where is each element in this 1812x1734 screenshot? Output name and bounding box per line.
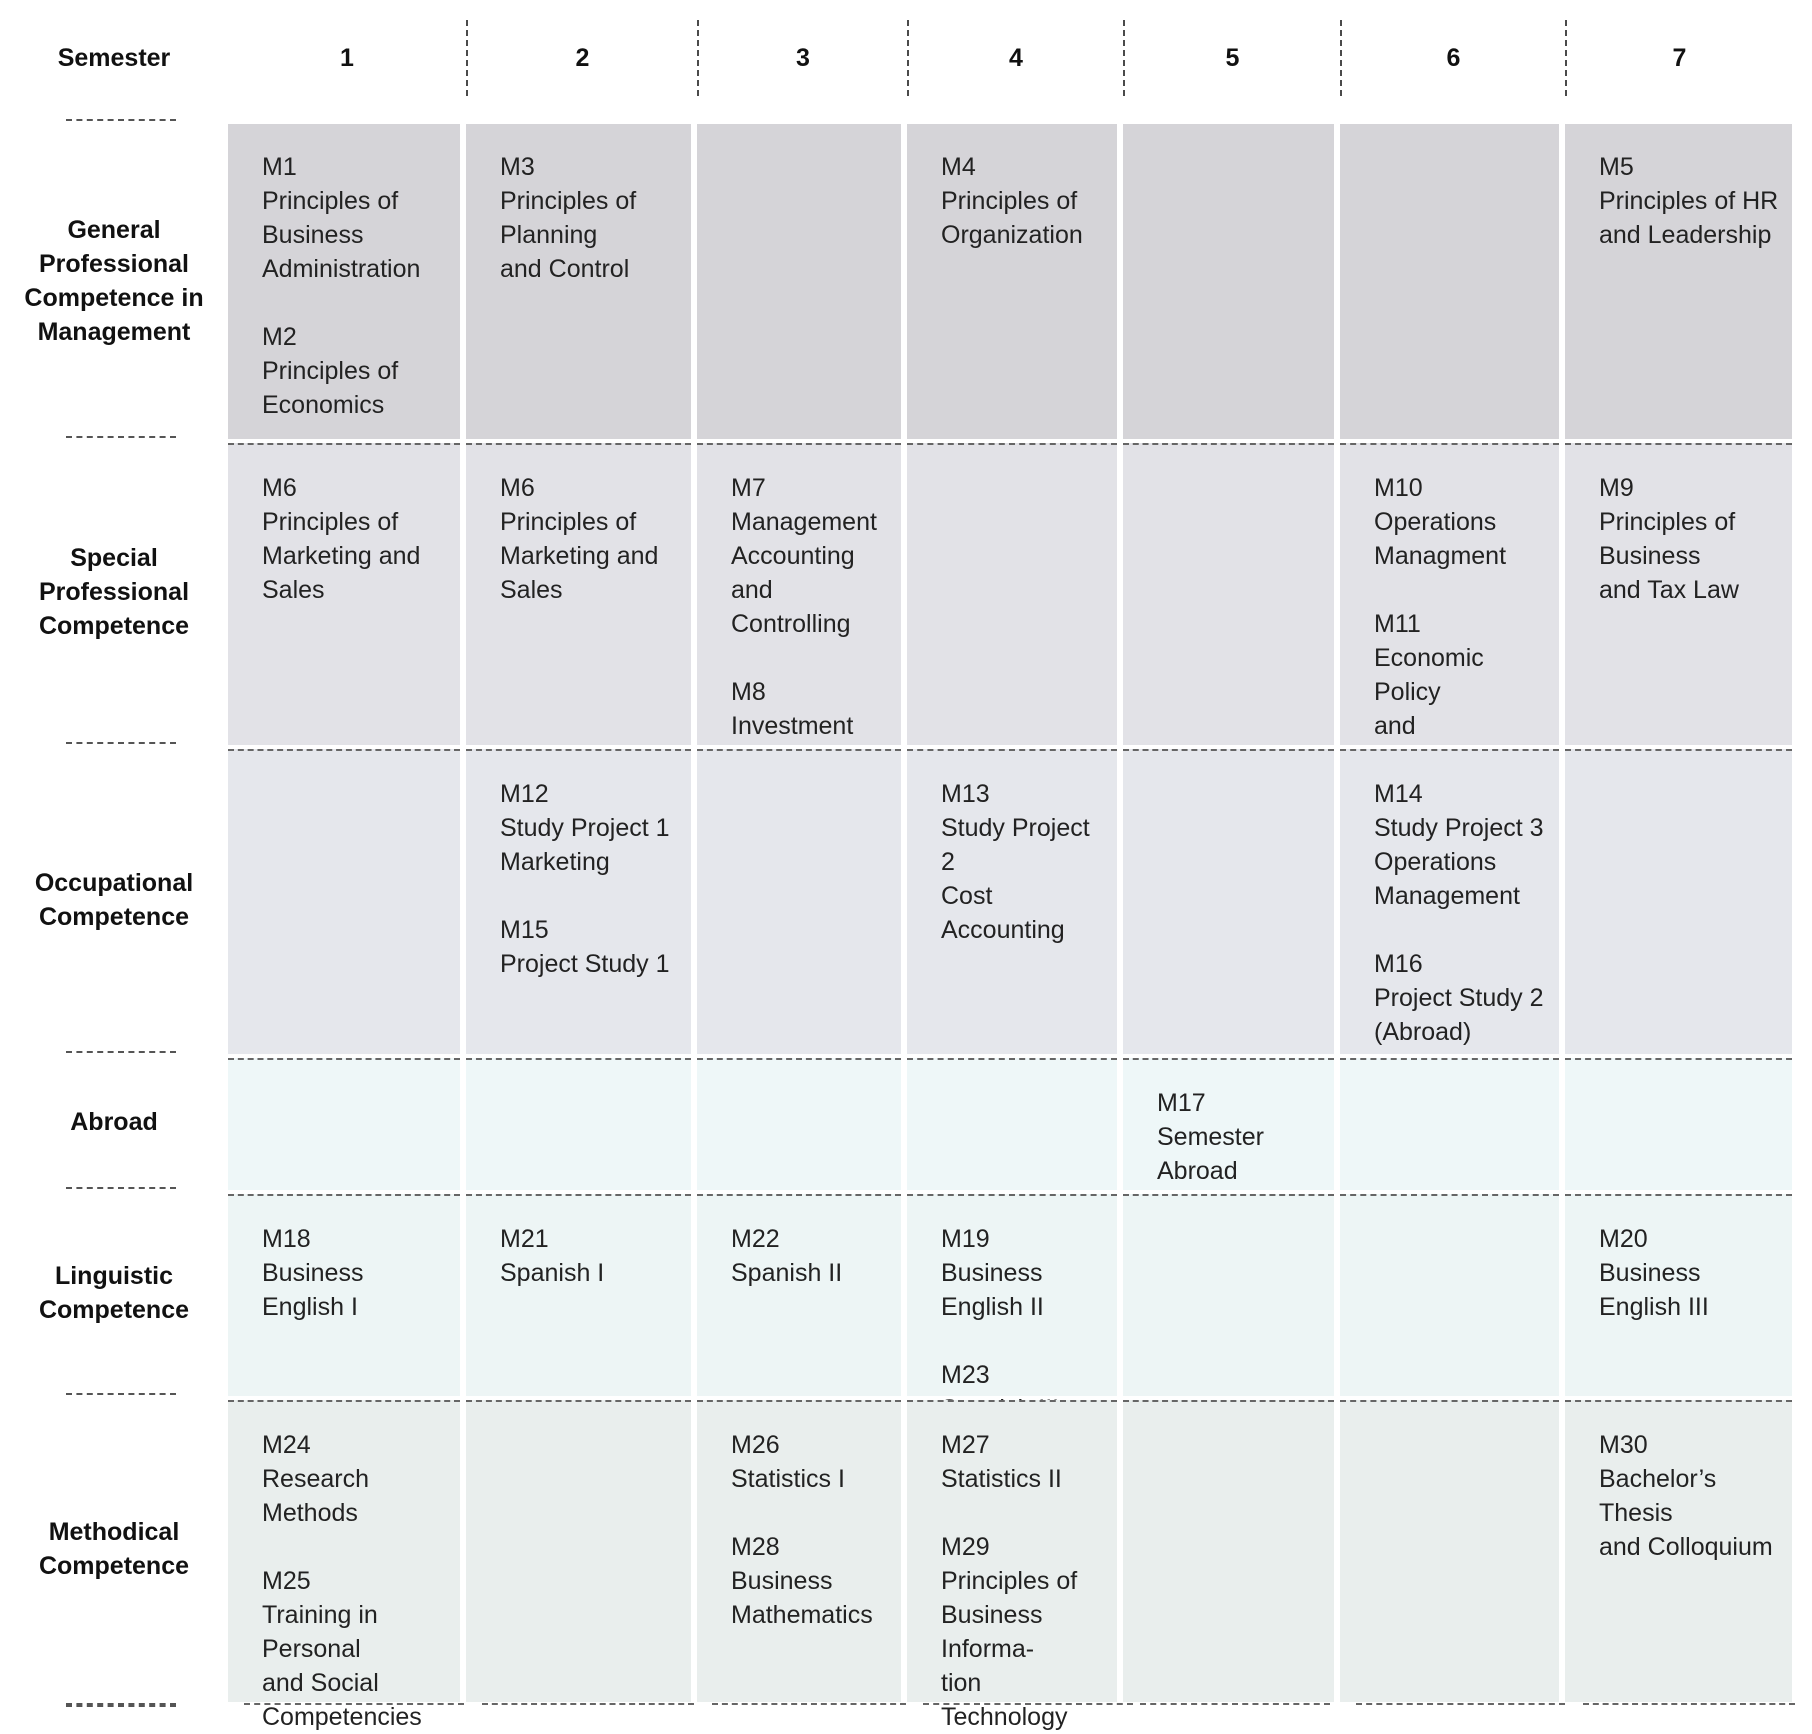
semester-1-header: 1 xyxy=(340,43,354,72)
module-entry: M7 Management Accounting and Controlling xyxy=(731,474,877,638)
cell-occupational-sem-6 xyxy=(1340,749,1559,1054)
semester-7-header: 7 xyxy=(1565,20,1792,96)
bottom-separator-sem-2 xyxy=(482,1703,694,1705)
module-entry: M26 Statistics I xyxy=(731,1431,845,1493)
row-label-methodical: Methodical Competence xyxy=(0,1396,228,1702)
module-entry: M17 Semester Abroad xyxy=(1157,1089,1264,1185)
semester-header-label: Semester xyxy=(57,43,171,72)
cell-linguistic-sem-3 xyxy=(697,1194,901,1396)
cell-occupational-sem-2 xyxy=(466,749,691,1054)
module-entry: M6 Principles of Marketing and Sales xyxy=(262,474,421,604)
semester-2-header: 2 xyxy=(466,20,697,96)
cell-general-management-sem-4 xyxy=(907,124,1117,439)
cell-general-management-sem-7 xyxy=(1565,124,1792,439)
semester-5-header: 5 xyxy=(1123,20,1340,96)
module-entry: M10 Operations Managment xyxy=(1374,474,1507,570)
cell-abroad-sem-2 xyxy=(466,1058,691,1190)
cell-methodical-sem-1 xyxy=(228,1400,460,1731)
cell-occupational-sem-7 xyxy=(1565,749,1792,1054)
module-entry: M11 Economic Policy and xyxy=(1374,610,1484,740)
row-spacer xyxy=(1792,122,1812,439)
cell-special-professional-sem-7 xyxy=(1565,443,1792,745)
cell-special-professional-sem-6 xyxy=(1340,443,1559,745)
module-entry: M27 Statistics II xyxy=(941,1431,1062,1493)
cell-linguistic-sem-1 xyxy=(228,1194,460,1396)
module-entry: M3 Principles of Planning and Control xyxy=(500,153,637,283)
cell-special-professional-sem-1 xyxy=(228,443,460,745)
cell-linguistic-sem-5 xyxy=(1123,1194,1334,1396)
row-spacer xyxy=(1792,1396,1812,1702)
cell-abroad-sem-3 xyxy=(697,1058,901,1190)
cell-linguistic-sem-4 xyxy=(907,1194,1117,1396)
bottom-separator-label xyxy=(66,1703,176,1705)
row-label-general-management: General Professional Competence in Management xyxy=(0,122,228,439)
module-entry: M8 Investment xyxy=(731,678,854,740)
cell-linguistic-sem-6 xyxy=(1340,1194,1559,1396)
module-entry: M23 xyxy=(941,1361,990,1389)
row-spacer xyxy=(1792,1190,1812,1396)
header-spacer xyxy=(1792,0,1812,122)
cell-methodical-sem-4 xyxy=(907,1400,1117,1731)
cell-abroad-sem-6 xyxy=(1340,1058,1559,1190)
cell-abroad-sem-4 xyxy=(907,1058,1117,1190)
module-entry: M14 Study Project 3 Operations Management xyxy=(1374,780,1544,910)
cell-abroad-sem-7 xyxy=(1565,1058,1792,1190)
module-entry: M18 Business English I xyxy=(262,1225,364,1321)
cell-special-professional-sem-5 xyxy=(1123,443,1334,745)
bottom-separator-sem-4 xyxy=(923,1703,1133,1705)
cell-general-management-sem-1 xyxy=(228,124,460,439)
row-label-linguistic: Linguistic Competence xyxy=(0,1190,228,1396)
bottom-separator-sem-6 xyxy=(1356,1703,1565,1705)
cell-general-management-sem-6 xyxy=(1340,124,1559,439)
row-label-special-professional: Special Professional Competence xyxy=(0,439,228,745)
module-entry: M25 Training in Personal and Social Competencies xyxy=(262,1567,422,1731)
cell-general-management-sem-5 xyxy=(1123,124,1334,439)
bottom-separator-sem-1 xyxy=(244,1703,464,1705)
module-entry: M2 Principles of Economics xyxy=(262,323,399,419)
cell-general-management-sem-2 xyxy=(466,124,691,439)
module-entry: M24 Research Methods xyxy=(262,1431,369,1527)
cell-linguistic-sem-7 xyxy=(1565,1194,1792,1396)
module-entry: M28 Business Mathematics xyxy=(731,1533,873,1629)
cell-occupational-sem-1 xyxy=(228,749,460,1054)
cell-special-professional-sem-4 xyxy=(907,443,1117,745)
module-entry: M13 Study Project 2 Cost Accounting xyxy=(941,780,1090,944)
cell-methodical-sem-6 xyxy=(1340,1400,1559,1702)
module-entry: M9 Principles of Business and Tax Law xyxy=(1599,474,1739,604)
module-entry: M1 Principles of Business Administration xyxy=(262,153,421,283)
cell-methodical-sem-5 xyxy=(1123,1400,1334,1702)
row-spacer xyxy=(1792,439,1812,745)
module-entry: M16 Project Study 2 (Abroad) xyxy=(1374,950,1544,1046)
row-spacer xyxy=(1792,1054,1812,1190)
bottom-separator-sem-5 xyxy=(1140,1703,1330,1705)
cell-methodical-sem-7 xyxy=(1565,1400,1792,1702)
module-entry: M21 Spanish I xyxy=(500,1225,605,1287)
module-entry: M5 Principles of HR and Leadership xyxy=(1599,153,1779,249)
module-entry: M6 Principles of Marketing and Sales xyxy=(500,474,659,604)
row-label-abroad: Abroad xyxy=(0,1054,228,1190)
bottom-separator-sem-7 xyxy=(1583,1703,1795,1705)
semester-3-header: 3 xyxy=(697,20,907,96)
cell-special-professional-sem-3 xyxy=(697,443,901,745)
cell-abroad-sem-5 xyxy=(1123,1058,1334,1190)
module-entry: M20 Business English III xyxy=(1599,1225,1709,1321)
module-entry: M19 Business English II xyxy=(941,1225,1044,1321)
semester-4-header: 4 xyxy=(907,20,1123,96)
bottom-separator-sem-3 xyxy=(712,1703,906,1705)
cell-occupational-sem-5 xyxy=(1123,749,1334,1054)
module-entry: M22 Spanish II xyxy=(731,1225,843,1287)
module-entry: M4 Principles of Organization xyxy=(941,153,1083,249)
row-spacer xyxy=(1792,745,1812,1054)
cell-occupational-sem-4 xyxy=(907,749,1117,1054)
semester-6-header: 6 xyxy=(1340,20,1565,96)
cell-general-management-sem-3 xyxy=(697,124,901,439)
cell-linguistic-sem-2 xyxy=(466,1194,691,1396)
cell-methodical-sem-3 xyxy=(697,1400,901,1702)
module-entry: M30 Bachelor’s Thesis and Colloquium xyxy=(1599,1431,1773,1561)
cell-abroad-sem-1 xyxy=(228,1058,460,1190)
module-entry: M15 Project Study 1 xyxy=(500,916,670,978)
module-entry: M12 Study Project 1 Marketing xyxy=(500,780,670,876)
module-entry: M29 Principles of Business Informa- tion Technology xyxy=(941,1533,1078,1731)
cell-occupational-sem-3 xyxy=(697,749,901,1054)
row-label-occupational: Occupational Competence xyxy=(0,745,228,1054)
cell-methodical-sem-2 xyxy=(466,1400,691,1702)
cell-special-professional-sem-2 xyxy=(466,443,691,745)
